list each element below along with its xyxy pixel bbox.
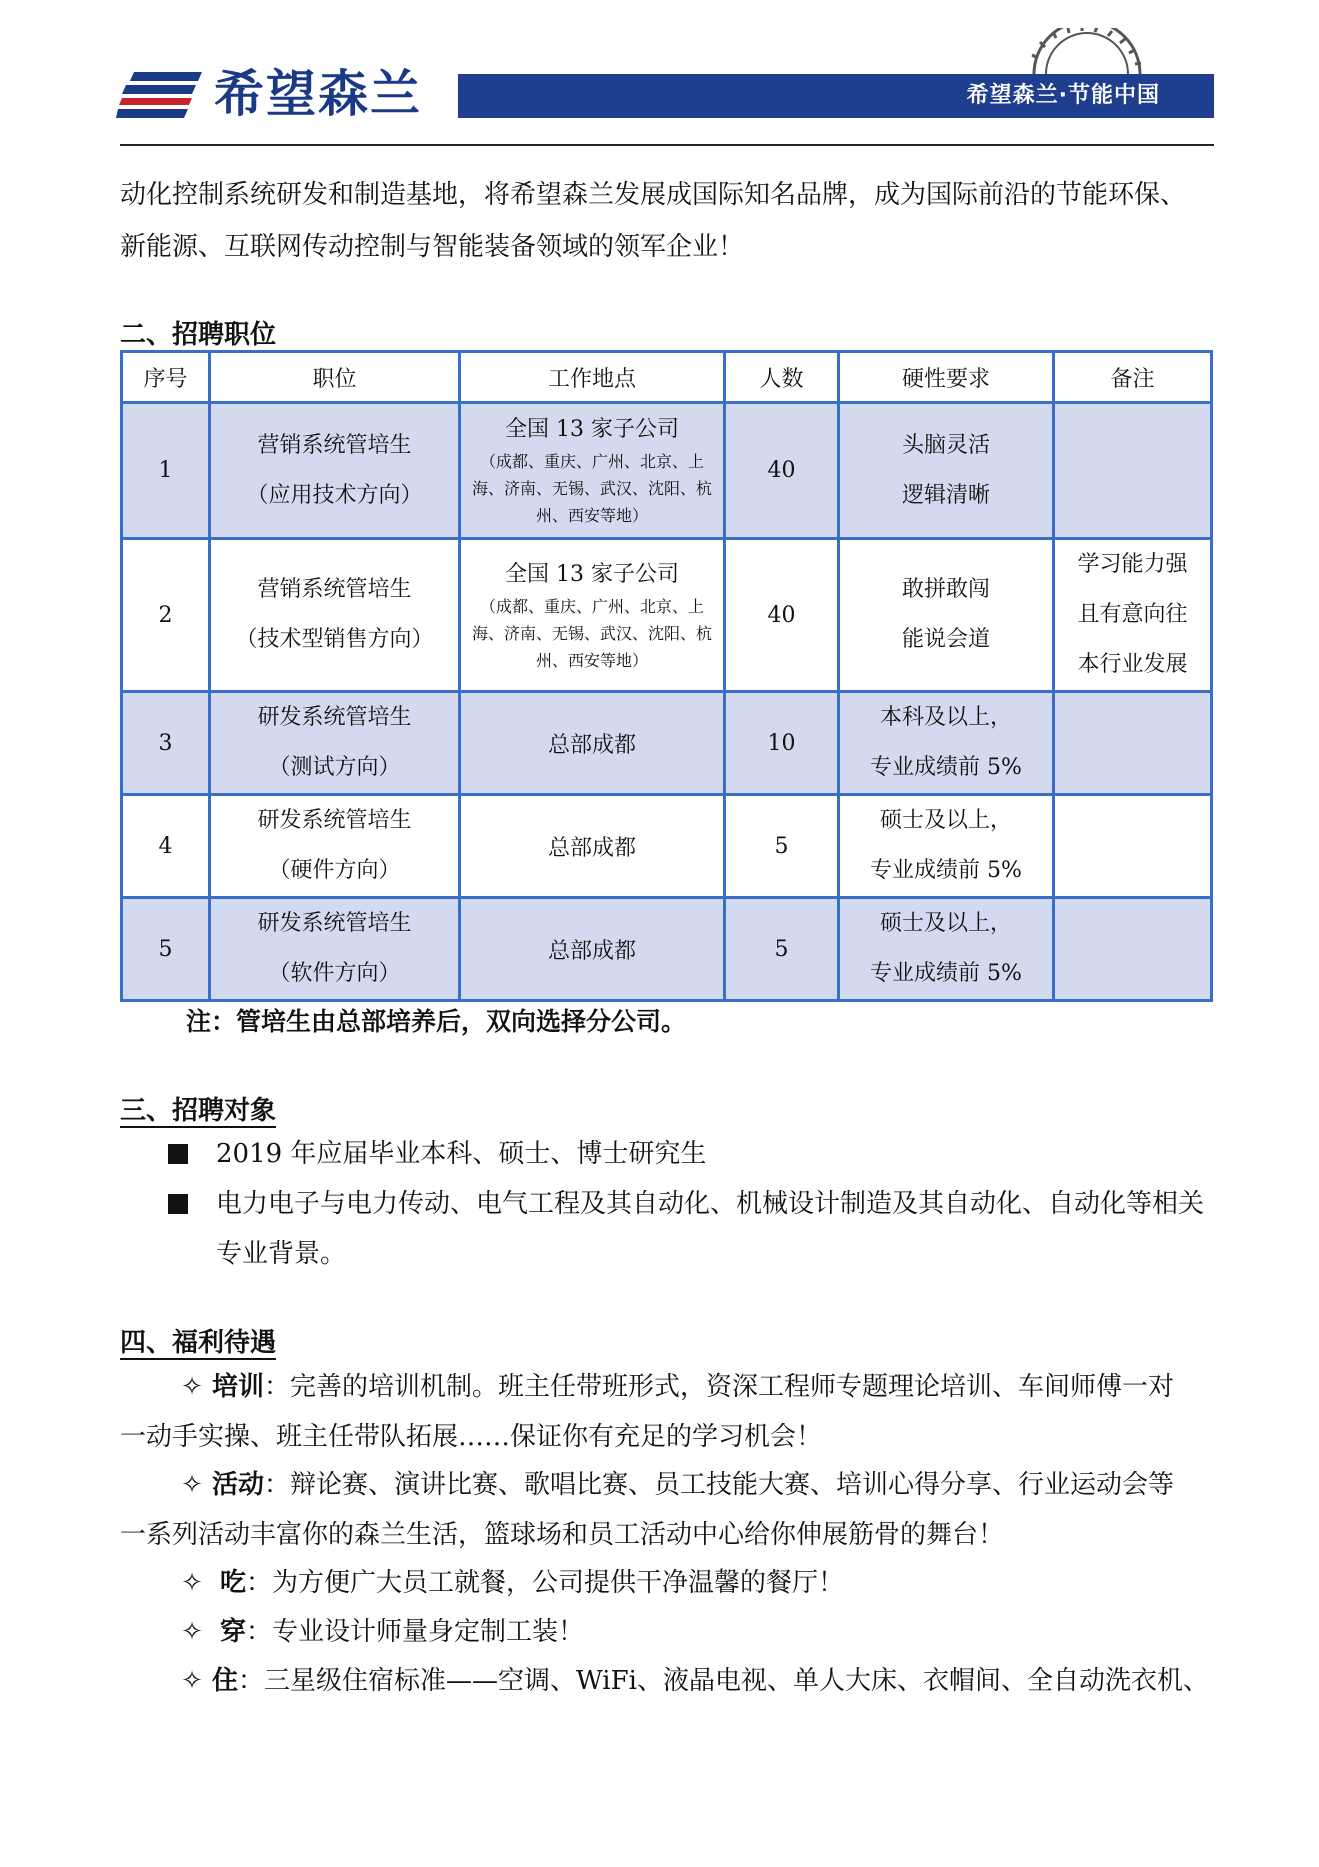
section-4-title: 四、福利待遇 [120,1328,277,1358]
cell-position: 营销系统管培生 （应用技术方向） [210,403,460,539]
cell-requirements: 硕士及以上， 专业成绩前 5% [839,795,1054,898]
cell-note: 学习能力强 且有意向往 本行业发展 [1054,539,1212,692]
cell-position: 研发系统管培生 （测试方向） [210,692,460,795]
cell-note [1054,795,1212,898]
cell-count: 40 [725,403,839,539]
cell-no: 1 [122,403,210,539]
cell-note [1054,898,1212,1001]
logo-text: 希望森兰 [214,65,422,123]
cell-count: 5 [725,795,839,898]
cell-no: 2 [122,539,210,692]
header-banner [458,74,1214,118]
col-header-position: 职位 [210,352,460,403]
benefit-training: ✧ 培训：完善的培训机制。班主任带班形式，资深工程师专题理论培训、车间师傅一对 一动手实操、班主任带队拓展……保证你有充足的学习机会！ [120,1362,1214,1462]
cell-position: 营销系统管培生 （技术型销售方向） [210,539,460,692]
table-row [122,539,1212,692]
cell-no: 4 [122,795,210,898]
positions-table [120,350,1213,1002]
logo-stripes-icon [116,72,202,118]
table-header-row [122,352,1212,403]
table-row [122,898,1212,1001]
cell-no: 3 [122,692,210,795]
table-footnote: 注：管培生由总部培养后，双向选择分公司。 [186,1007,687,1036]
star-icon: ✧ [181,1568,203,1598]
cell-requirements: 硕士及以上， 专业成绩前 5% [839,898,1054,1001]
cell-count: 40 [725,539,839,692]
target-item-2: 电力电子与电力传动、电气工程及其自动化、机械设计制造及其自动化、自动化等相关专业背景。 [216,1189,1205,1269]
cell-position: 研发系统管培生 （硬件方向） [210,795,460,898]
intro-line-2: 新能源、互联网传动控制与智能装备领域的领军企业！ [120,232,745,262]
col-header-notes: 备注 [1054,352,1212,403]
bullet-icon [168,1194,188,1214]
table-row [122,692,1212,795]
cell-location: 总部成都 [460,795,725,898]
col-header-location: 工作地点 [460,352,725,403]
gear-icon [1028,28,1146,74]
star-icon: ✧ [181,1372,203,1402]
star-icon: ✧ [181,1470,203,1500]
banner-slogan: 希望森兰·节能中国 [966,83,1160,108]
cell-requirements: 头脑灵活 逻辑清晰 [839,403,1054,539]
intro-line-1: 动化控制系统研发和制造基地，将希望森兰发展成国际知名品牌，成为国际前沿的节能环保、 [120,180,1187,210]
table-row [122,403,1212,539]
star-icon: ✧ [181,1617,203,1647]
star-icon: ✧ [181,1666,203,1696]
bullet-icon [168,1144,188,1164]
benefit-housing: ✧ 住：三星级住宿标准——空调、WiFi、液晶电视、单人大床、衣帽间、全自动洗衣机、 [120,1656,1214,1706]
col-header-requirements: 硬性要求 [839,352,1054,403]
section-3-title: 三、招聘对象 [120,1096,277,1126]
table-row [122,795,1212,898]
col-header-count: 人数 [725,352,839,403]
page-header [0,0,1319,150]
cell-location: 全国 13 家子公司 （成都、重庆、广州、北京、上海、济南、无锡、武汉、沈阳、杭州、西安等地） [460,403,725,539]
benefit-activities: ✧ 活动：辩论赛、演讲比赛、歌唱比赛、员工技能大赛、培训心得分享、行业运动会等 一系列活动丰富你的森兰生活，篮球场和员工活动中心给你伸展筋骨的舞台！ [120,1460,1214,1560]
cell-note [1054,692,1212,795]
section-2-title: 二、招聘职位 [120,320,277,350]
cell-location: 总部成都 [460,898,725,1001]
benefit-clothing: ✧ 穿：专业设计师量身定制工装！ [120,1607,1214,1657]
cell-position: 研发系统管培生 （软件方向） [210,898,460,1001]
header-divider [120,144,1214,146]
cell-count: 10 [725,692,839,795]
cell-no: 5 [122,898,210,1001]
cell-requirements: 敢拼敢闯 能说会道 [839,539,1054,692]
target-item-1: 2019 年应届毕业本科、硕士、博士研究生 [216,1139,707,1169]
benefit-food: ✧ 吃：为方便广大员工就餐，公司提供干净温馨的餐厅！ [120,1558,1214,1608]
col-header-no: 序号 [122,352,210,403]
cell-count: 5 [725,898,839,1001]
cell-note [1054,403,1212,539]
cell-location: 全国 13 家子公司 （成都、重庆、广州、北京、上海、济南、无锡、武汉、沈阳、杭州、西安等地） [460,539,725,692]
cell-requirements: 本科及以上， 专业成绩前 5% [839,692,1054,795]
cell-location: 总部成都 [460,692,725,795]
